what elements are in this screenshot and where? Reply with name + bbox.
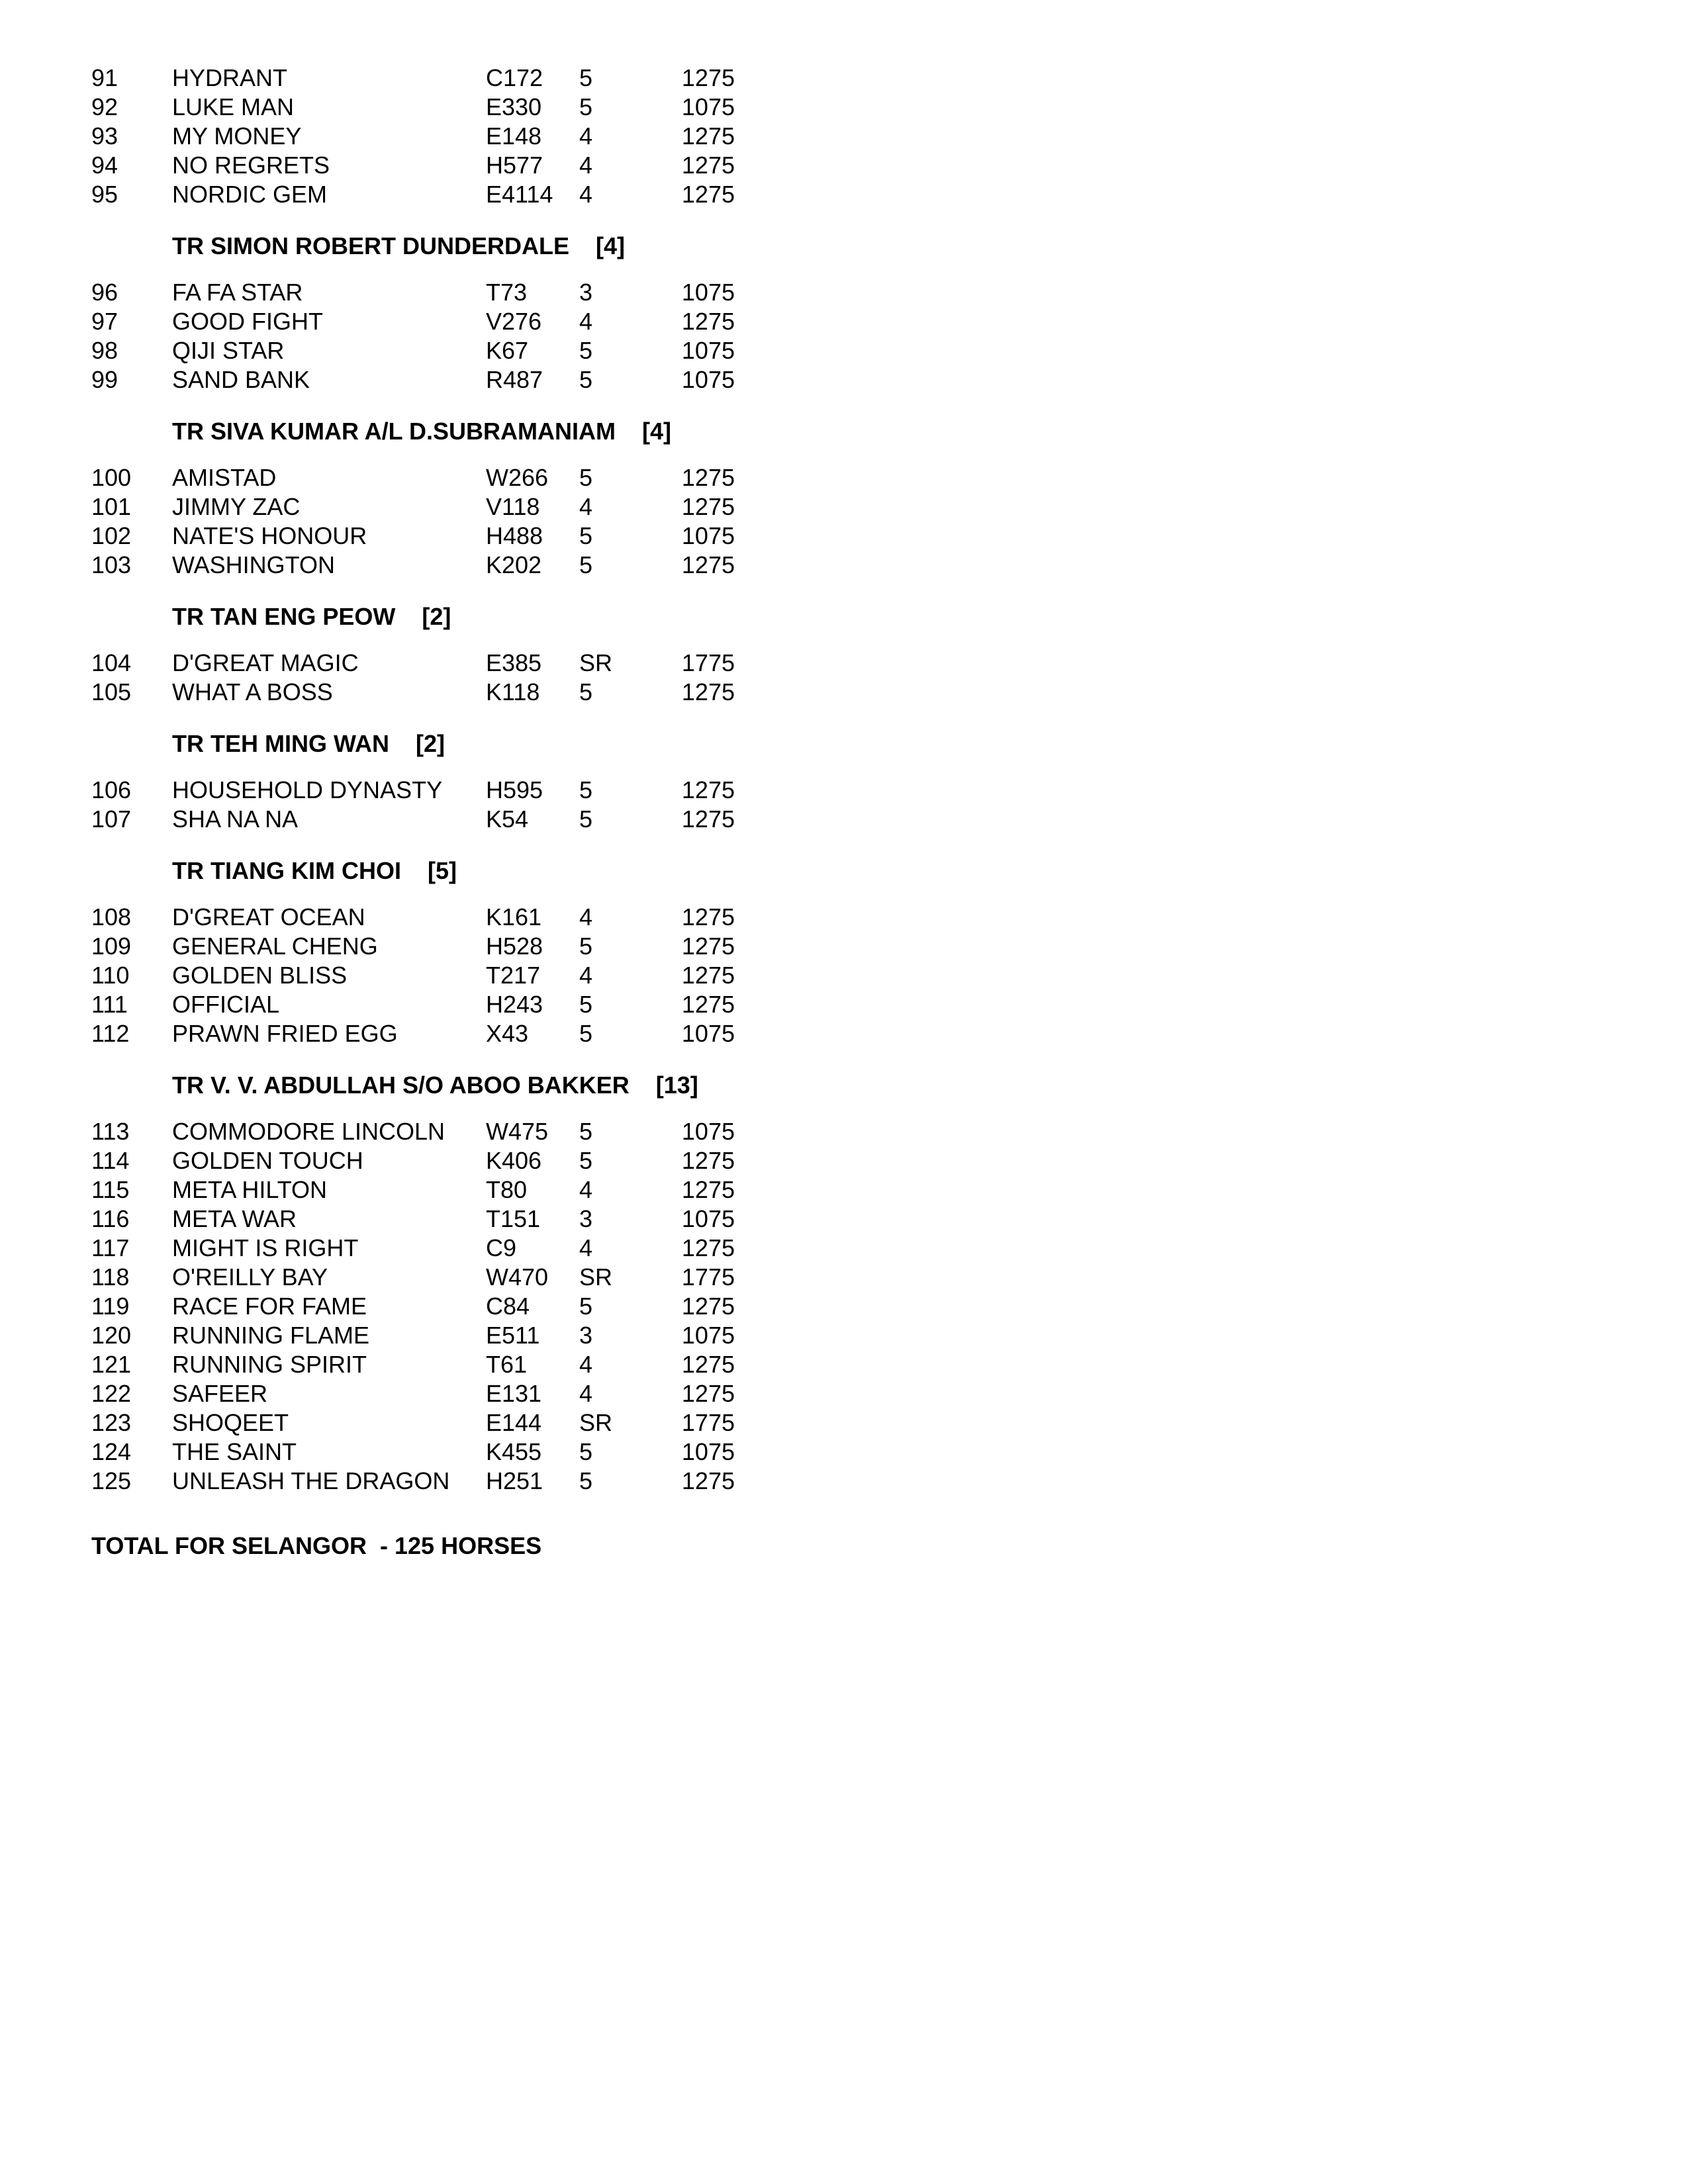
horse-name: LUKE MAN [172,93,295,120]
horse-group: 5 [579,64,593,91]
horse-value: 1275 [681,933,735,960]
horse-value: 1775 [681,1409,735,1436]
horse-code: E131 [486,1380,542,1407]
horse-name: RACE FOR FAME [172,1293,367,1320]
horse-row [91,805,886,834]
horse-name: THE SAINT [172,1438,297,1465]
horse-number: 93 [91,122,118,150]
horse-row [91,307,886,336]
horse-group: 4 [579,1380,593,1407]
horse-code: H595 [486,776,543,803]
horse-group: 5 [579,337,593,364]
horse-code: V118 [486,493,540,520]
horse-name: D'GREAT OCEAN [172,903,365,931]
horse-row [91,93,886,122]
horse-row [91,180,886,209]
horse-name: HYDRANT [172,64,288,91]
horse-name: WHAT A BOSS [172,678,333,705]
horse-code: K455 [486,1438,542,1465]
horse-row [91,1467,886,1496]
horse-value: 1275 [681,1293,735,1320]
horse-row [91,961,886,990]
horse-code: H528 [486,933,543,960]
horse-number: 96 [91,279,118,306]
horse-row [91,1175,886,1205]
horse-value: 1275 [681,991,735,1018]
horse-value: 1275 [681,308,735,335]
horse-code: X43 [486,1020,529,1047]
horse-group: 5 [579,93,593,120]
horse-name: RUNNING FLAME [172,1322,370,1349]
horse-code: H577 [486,152,543,179]
horse-number: 110 [91,962,130,989]
horse-group: 4 [579,903,593,931]
horse-number: 95 [91,181,118,208]
horse-number: 111 [91,991,128,1018]
trainer-name: TR TIANG KIM CHOI [172,857,401,884]
horse-group: 5 [579,522,593,549]
horse-code: W266 [486,464,549,491]
horse-row [91,1408,886,1437]
horse-name: O'REILLY BAY [172,1263,328,1291]
horse-name: GOLDEN BLISS [172,962,348,989]
horse-row [91,151,886,180]
trainer-name: TR SIVA KUMAR A/L D.SUBRAMANIAM [172,418,616,445]
horse-name: SHOQEET [172,1409,289,1436]
horse-group: 5 [579,1118,593,1145]
horse-number: 121 [91,1351,132,1378]
horse-code: T61 [486,1351,528,1378]
total-line: TOTAL FOR SELANGOR - 125 HORSES [91,1532,542,1559]
horse-row [91,463,886,492]
horse-code: C9 [486,1234,517,1261]
horse-number: 119 [91,1293,130,1320]
horse-number: 125 [91,1467,132,1494]
horse-group: 5 [579,776,593,803]
horse-value: 1275 [681,1380,735,1407]
horse-number: 122 [91,1380,132,1407]
horse-group: 5 [579,551,593,578]
horse-code: V276 [486,308,542,335]
horse-group: 5 [579,464,593,491]
horse-code: W470 [486,1263,549,1291]
horse-value: 1275 [681,678,735,705]
horse-number: 100 [91,464,132,491]
trainer-name: TR V. V. ABDULLAH S/O ABOO BAKKER [172,1071,630,1099]
horse-code: K406 [486,1147,542,1174]
horse-name: GENERAL CHENG [172,933,378,960]
horse-name: MIGHT IS RIGHT [172,1234,359,1261]
horse-group: 5 [579,933,593,960]
horse-number: 98 [91,337,118,364]
horse-value: 1275 [681,493,735,520]
horse-value: 1275 [681,122,735,150]
trainer-horse-count: [13] [655,1071,698,1099]
horse-name: NATE'S HONOUR [172,522,367,549]
horse-code: T151 [486,1205,541,1232]
horse-row [91,336,886,365]
horse-row [91,776,886,805]
horse-number: 92 [91,93,118,120]
horse-row [91,1437,886,1467]
horse-number: 107 [91,805,132,833]
trainer-horse-count: [5] [427,857,457,884]
horse-group: 4 [579,152,593,179]
horse-row [91,64,886,93]
horse-value: 1275 [681,776,735,803]
horse-code: K161 [486,903,542,931]
horse-row [91,990,886,1019]
horse-code: H488 [486,522,543,549]
horse-group: 5 [579,1020,593,1047]
horse-row [91,932,886,961]
horse-group: 5 [579,1438,593,1465]
horse-code: E330 [486,93,542,120]
horse-number: 94 [91,152,118,179]
horse-value: 1075 [681,1020,735,1047]
horse-number: 103 [91,551,132,578]
horse-name: COMMODORE LINCOLN [172,1118,445,1145]
horse-value: 1275 [681,551,735,578]
horse-name: NORDIC GEM [172,181,327,208]
horse-name: UNLEASH THE DRAGON [172,1467,450,1494]
horse-code: T80 [486,1176,528,1203]
horse-value: 1075 [681,366,735,393]
horse-code: E4114 [486,181,553,208]
horse-name: HOUSEHOLD DYNASTY [172,776,443,803]
horse-value: 1275 [681,1176,735,1203]
trainer-name: TR SIMON ROBERT DUNDERDALE [172,232,569,259]
horse-name: MY MONEY [172,122,302,150]
horse-name: OFFICIAL [172,991,280,1018]
horse-group: 3 [579,1322,593,1349]
horse-row [91,522,886,551]
horse-value: 1275 [681,1351,735,1378]
horse-row [91,1292,886,1321]
horse-value: 1275 [681,64,735,91]
horse-name: RUNNING SPIRIT [172,1351,367,1378]
horse-number: 102 [91,522,132,549]
trainer-heading [91,856,886,886]
trainer-heading [91,417,886,446]
horse-number: 104 [91,649,132,676]
horse-name: NO REGRETS [172,152,330,179]
horse-row [91,122,886,151]
trainer-horse-count: [4] [641,418,671,445]
horse-group: 4 [579,308,593,335]
horse-name: GOOD FIGHT [172,308,323,335]
horse-number: 99 [91,366,118,393]
horse-group: 5 [579,991,593,1018]
horse-row [91,551,886,580]
horse-row [91,1234,886,1263]
horse-value: 1275 [681,464,735,491]
horse-group: 4 [579,122,593,150]
horse-name: JIMMY ZAC [172,493,301,520]
horse-row [91,1379,886,1408]
trainer-heading [91,232,886,261]
horse-value: 1275 [681,1234,735,1261]
horse-code: C84 [486,1293,530,1320]
horse-value: 1275 [681,1467,735,1494]
horse-row [91,649,886,678]
horse-code: E144 [486,1409,542,1436]
trainer-name: TR TEH MING WAN [172,730,389,757]
horse-number: 123 [91,1409,132,1436]
horse-number: 124 [91,1438,132,1465]
horse-name: WASHINGTON [172,551,336,578]
trainer-name: TR TAN ENG PEOW [172,603,396,630]
horse-number: 118 [91,1263,130,1291]
horse-code: K118 [486,678,540,705]
trainer-horse-count: [4] [596,232,625,259]
horse-group: 4 [579,1234,593,1261]
horse-number: 117 [91,1234,130,1261]
horse-name: PRAWN FRIED EGG [172,1020,398,1047]
horse-code: K54 [486,805,529,833]
horse-number: 116 [91,1205,130,1232]
horse-code: H251 [486,1467,543,1494]
horse-code: C172 [486,64,543,91]
horse-group: 5 [579,1467,593,1494]
horse-name: AMISTAD [172,464,277,491]
horse-list-document [91,64,886,1561]
horse-code: E148 [486,122,542,150]
horse-row [91,1350,886,1379]
trainer-heading [91,729,886,758]
horse-group: SR [579,1409,613,1436]
horse-value: 1075 [681,1322,735,1349]
trainer-sections [91,64,886,1496]
horse-code: T217 [486,962,541,989]
horse-number: 108 [91,903,132,931]
horse-group: 4 [579,1351,593,1378]
horse-group: 4 [579,962,593,989]
horse-name: QIJI STAR [172,337,285,364]
horse-number: 91 [91,64,118,91]
horse-number: 120 [91,1322,132,1349]
horse-group: 4 [579,181,593,208]
horse-group: SR [579,1263,613,1291]
horse-group: 5 [579,805,593,833]
horse-group: 5 [579,1147,593,1174]
horse-code: T73 [486,279,528,306]
horse-code: R487 [486,366,543,393]
horse-group: 5 [579,1293,593,1320]
horse-group: 5 [579,366,593,393]
horse-group: 4 [579,1176,593,1203]
horse-name: META WAR [172,1205,297,1232]
horse-value: 1275 [681,181,735,208]
horse-number: 112 [91,1020,130,1047]
horse-code: E511 [486,1322,540,1349]
horse-row [91,903,886,932]
horse-value: 1275 [681,962,735,989]
horse-row [91,365,886,394]
horse-value: 1075 [681,1118,735,1145]
horse-group: SR [579,649,613,676]
horse-value: 1775 [681,649,735,676]
horse-code: E385 [486,649,542,676]
horse-number: 101 [91,493,132,520]
horse-name: META HILTON [172,1176,328,1203]
horse-value: 1075 [681,1438,735,1465]
horse-group: 3 [579,1205,593,1232]
horse-name: SHA NA NA [172,805,299,833]
trainer-heading [91,602,886,631]
horse-group: 4 [579,493,593,520]
horse-name: SAND BANK [172,366,310,393]
horse-row [91,1019,886,1048]
trainer-horse-count: [2] [422,603,451,630]
horse-code: K202 [486,551,542,578]
horse-value: 1075 [681,337,735,364]
horse-row [91,492,886,522]
horse-row [91,1321,886,1350]
horse-value: 1775 [681,1263,735,1291]
horse-number: 113 [91,1118,130,1145]
horse-row [91,278,886,307]
horse-value: 1275 [681,903,735,931]
horse-code: H243 [486,991,543,1018]
horse-row [91,1117,886,1146]
horse-name: D'GREAT MAGIC [172,649,359,676]
horse-number: 106 [91,776,132,803]
horse-group: 3 [579,279,593,306]
horse-value: 1075 [681,279,735,306]
horse-number: 97 [91,308,118,335]
horse-value: 1275 [681,805,735,833]
horse-row [91,1263,886,1292]
horse-value: 1075 [681,522,735,549]
horse-code: W475 [486,1118,549,1145]
horse-group: 5 [579,678,593,705]
horse-row [91,1205,886,1234]
trainer-heading [91,1071,886,1100]
horse-value: 1275 [681,152,735,179]
horse-row [91,678,886,707]
horse-row [91,1146,886,1175]
horse-number: 115 [91,1176,130,1203]
horse-number: 109 [91,933,132,960]
horse-value: 1075 [681,93,735,120]
horse-code: K67 [486,337,529,364]
horse-name: FA FA STAR [172,279,303,306]
trainer-horse-count: [2] [415,730,445,757]
horse-name: GOLDEN TOUCH [172,1147,363,1174]
horse-value: 1075 [681,1205,735,1232]
horse-number: 105 [91,678,132,705]
horse-number: 114 [91,1147,130,1174]
horse-name: SAFEER [172,1380,268,1407]
horse-value: 1275 [681,1147,735,1174]
